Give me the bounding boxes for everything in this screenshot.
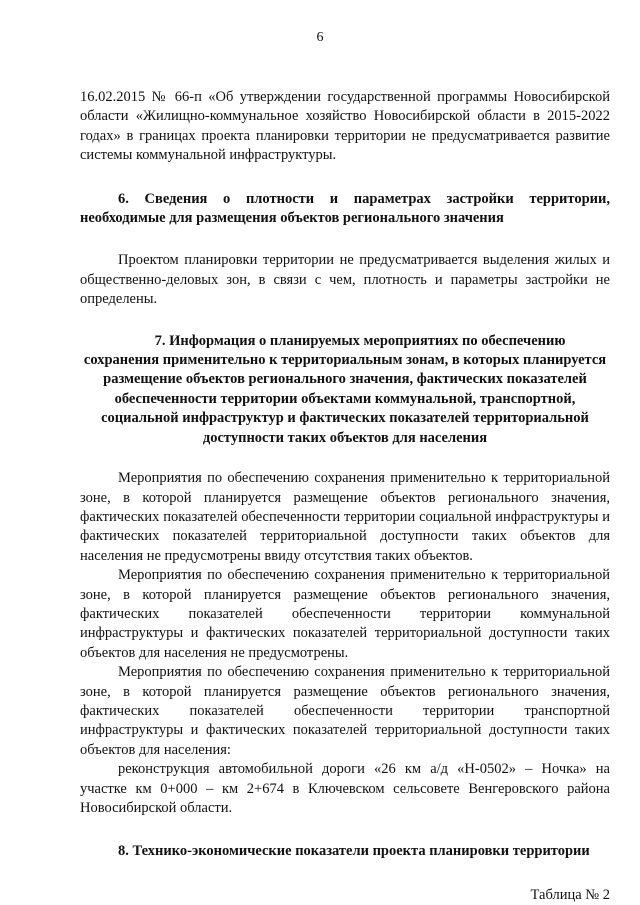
section-7-paragraph-road-reconstruction: реконструкция автомобильной дороги «26 км а/д «Н-0502» – Ночка» на участке км 0+000 – км 2+674 в Ключевском сельсовете Венгеровского района Новосибирской области. [80, 761, 610, 816]
section-7-heading-line1: 7. Информация о планируемых мероприятиях по обеспечению [154, 332, 566, 349]
section-7-paragraph-transport: Мероприятия по обеспечению сохранения применительно к территориальной зоне, в которой планируется размещение объектов регионального значения, фактических показателей обеспеченности территории транспортной инфраструктуры и фактических показателей территориальной доступности таких объектов для населения: [80, 664, 610, 758]
section-6-heading: 6. Сведения о плотности и параметрах застройки территории, необходимые для размещения объектов регионального значения [80, 190, 610, 227]
table-caption: Таблица № 2 [530, 886, 610, 903]
section-7-paragraph-communal: Мероприятия по обеспечению сохранения применительно к территориальной зоне, в которой планируется размещение объектов регионального значения, фактических показателей обеспеченности территории коммунальной инфраструктуры и фактических показателей территориальной доступности таких объектов для населения не предусмотрены. [80, 567, 610, 661]
section-7-heading [80, 332, 610, 448]
section-6-paragraph: Проектом планировки территории не предусматривается выделения жилых и общественно-деловых зон, в связи с чем, плотность и параметры застройки не определены. [80, 252, 610, 308]
section-7-heading-rest: сохранения применительно к территориальным зонам, в которых планируется размещение объектов регионального значения, фактических показателей обеспеченности территории объектами коммунальной, транспортной, социальной инфраструктур и фактических показателей территориальной доступности таких объектов для населения [83, 352, 607, 446]
intro-paragraph: 16.02.2015 № 66-п «Об утверждении государственной программы Новосибирской области «Жилищно-коммунальное хозяйство Новосибирской области в 2015-2022 годах» в границах проекта планировки территории не предусматривается развитие системы коммунальной инфраструктуры. [80, 89, 610, 164]
section-8-heading: 8. Технико-экономические показатели проекта планировки территории [118, 843, 590, 860]
page-number: 6 [316, 30, 324, 45]
document-body [80, 88, 610, 905]
section-7-paragraph-social: Мероприятия по обеспечению сохранения применительно к территориальной зоне, в которой планируется размещение объектов регионального значения, фактических показателей обеспеченности территории социальной инфраструктуры и фактических показателей территориальной доступности таких объектов для населения не предусмотрены ввиду отсутствия таких объектов. [80, 470, 610, 564]
